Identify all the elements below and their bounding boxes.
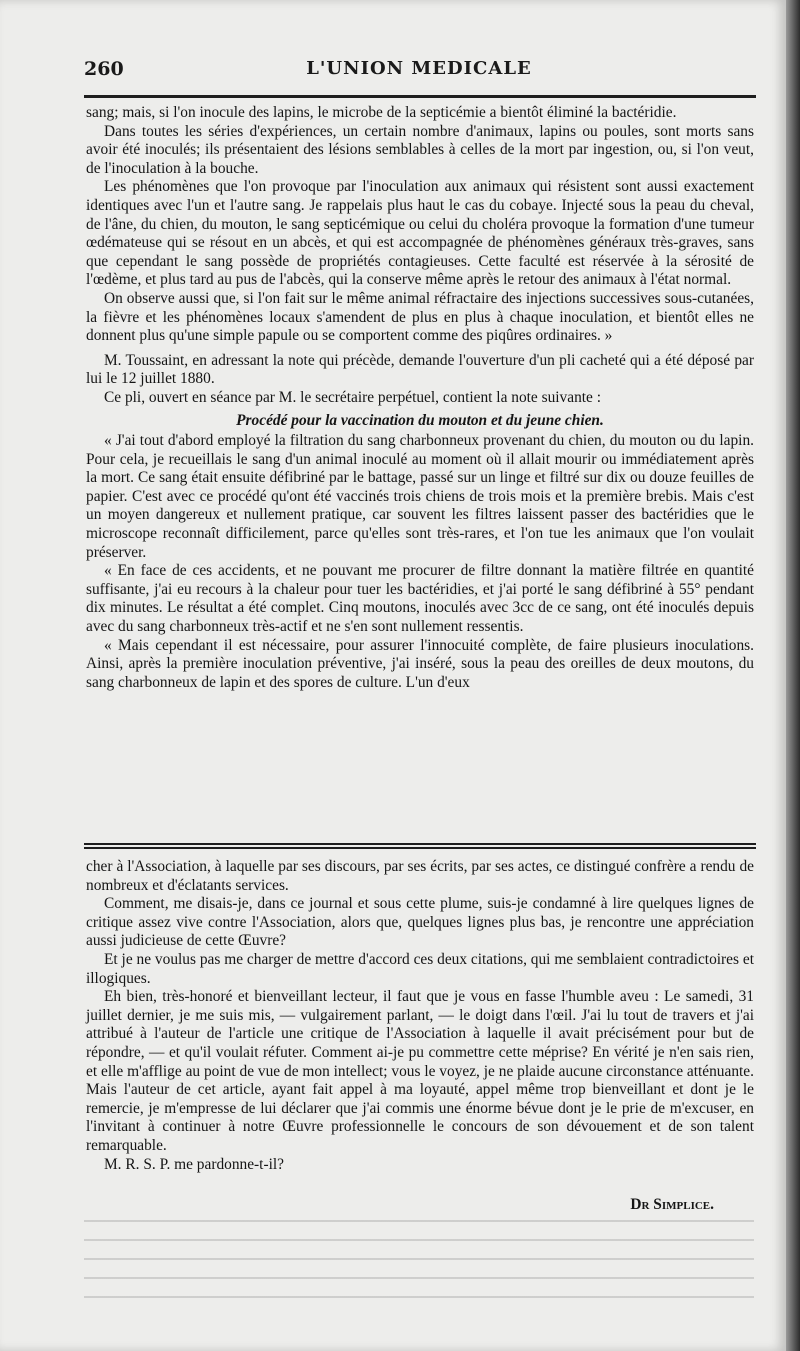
- feuilleton-separator: [84, 843, 756, 849]
- header-rule: [84, 95, 756, 98]
- page-header: [84, 58, 754, 86]
- paragraph: Ce pli, ouvert en séance par M. le secrétaire perpétuel, contient la note suivante :: [104, 388, 602, 406]
- paragraph: cher à l'Association, à laquelle par ses discours, par ses écrits, par ses actes, ce distingué confrère a rendu de nombreux et d'éclatants services.: [86, 858, 754, 894]
- paragraph: Les phénomènes que l'on provoque par l'inoculation aux animaux qui résistent sont aussi exactement identiques avec l'un et l'autre sang. Je rappelais plus haut le cas du cobaye. Injecté sous la peau du cheval, de l'âne, du chien, du mouton, le sang septicémique ou celui du choléra provoque la formation d'une tumeur œdémateuse qui se résout en un abcès, et qui est accompagnée de phénomènes généraux très-graves, sans que cependant le sang possède de propriétés contagieuses. Cette faculté est réservée à la sérosité de l'œdème, et plus tard au pus de l'abcès, qui la conserve même après le retour des animaux à l'état normal.: [86, 178, 754, 289]
- section-title: Procédé pour la vaccination du mouton et du jeune chien.: [236, 411, 604, 429]
- paragraph: sang; mais, si l'on inocule des lapins, le microbe de la septicémie a bientôt éliminé la bactéridie.: [86, 104, 677, 121]
- page-number: 260: [84, 58, 124, 80]
- main-article: [86, 104, 754, 692]
- paragraph: « En face de ces accidents, et ne pouvant me procurer de filtre donnant la matière filtrée en quantité suffisante, j'ai eu recours à la chaleur pour tuer les bactéridies, et j'ai porté le sang défibriné à 55° pendant dix minutes. Le résultat a été complet. Cinq moutons, inoculés avec 3cc de ce sang, ont été inoculés depuis avec du sang charbonneux très-actif et ne s'en sont nullement ressentis.: [86, 562, 754, 636]
- paragraph: M. R. S. P. me pardonne-t-il?: [104, 1155, 284, 1173]
- paragraph: Et je ne voulus pas me charger de mettre d'accord ces deux citations, qui me semblaient contradictoires et illogiques.: [86, 950, 754, 987]
- paragraph: Dans toutes les séries d'expériences, un certain nombre d'animaux, lapins ou poules, sont morts sans avoir été inoculés; ils présentaient des lésions semblables à celles de la mort par ingestion, ou, si l'on veut, de l'inoculation à la bouche.: [86, 122, 754, 177]
- signature: Dr Simplice.: [630, 1196, 714, 1214]
- paragraph: Comment, me disais-je, dans ce journal et sous cette plume, suis-je condamné à lire quelques lignes de critique assez vive contre l'Association, alors que, quelques lignes plus bas, je rencontre une appréciation aussi judicieuse de cette Œuvre?: [86, 895, 754, 950]
- paragraph: On observe aussi que, si l'on fait sur le même animal réfractaire des injections successives sous-cutanées, la fièvre et les phénomènes locaux s'amendent de plus en plus à chaque inoculation, et bientôt elles ne donnent plus qu'une simple papule ou se comportent comme des piqûres ordinaires. »: [86, 289, 754, 345]
- show-through-bleed: [84, 1208, 754, 1298]
- paragraph: « Mais cependant il est nécessaire, pour assurer l'innocuité complète, de faire plusieurs inoculations. Ainsi, après la première inoculation préventive, j'ai inséré, sous la peau des oreilles de deux moutons, du sang charbonneux de lapin et des spores de culture. L'un d'eux: [86, 636, 754, 691]
- page-edge-shadow: [786, 0, 800, 1351]
- feuilleton-column: [86, 858, 754, 1215]
- running-title: L'UNION MEDICALE: [306, 58, 532, 79]
- paragraph: « J'ai tout d'abord employé la filtration du sang charbonneux provenant du chien, du mouton ou du lapin. Pour cela, je recueillais le sang d'un animal inoculé au moment où il allait mourir ou immédiatement après la mort. Ce sang était ensuite défibriné par le battage, passé sur un linge et filtré sur dix ou douze feuilles de papier. C'est avec ce procédé qu'ont été vaccinés trois chiens de trois mois et la première brebis. Mais c'est un moyen dangereux et nullement pratique, car souvent les filtres laissent passer des bactéridies que le microscope reconnaît difficilement, parce qu'elles sont très-rares, et l'on tue les animaux que l'on voulait préserver.: [86, 432, 754, 561]
- paragraph: M. Toussaint, en adressant la note qui précède, demande l'ouverture d'un pli cacheté qui a été déposé par lui le 12 juillet 1880.: [86, 351, 754, 388]
- paragraph: Eh bien, très-honoré et bienveillant lecteur, il faut que je vous en fasse l'humble aveu : Le samedi, 31 juillet dernier, je me suis mis, — vulgairement parlant, — le doigt dans l'œil. J'ai lu tout de travers et j'ai attribué à l'auteur de l'article une critique de l'Association à laquelle il avait précisément pour but de répondre, — et qu'il voulait réfuter. Comment ai-je pu commettre cette méprise? En vérité je n'en sais rien, et elle m'afflige au point de vue de mon intellect; vous le voyez, je ne plaide aucune circonstance atténuante. Mais l'auteur de cet article, ayant fait appel à ma loyauté, appel même trop bienveillant et dont je le remercie, je m'empresse de lui déclarer que j'ai commis une énorme bévue dont je le prie de m'excuser, en l'invitant à continuer à notre Œuvre professionnelle le concours de son dévouement et de son talent remarquable.: [86, 988, 754, 1154]
